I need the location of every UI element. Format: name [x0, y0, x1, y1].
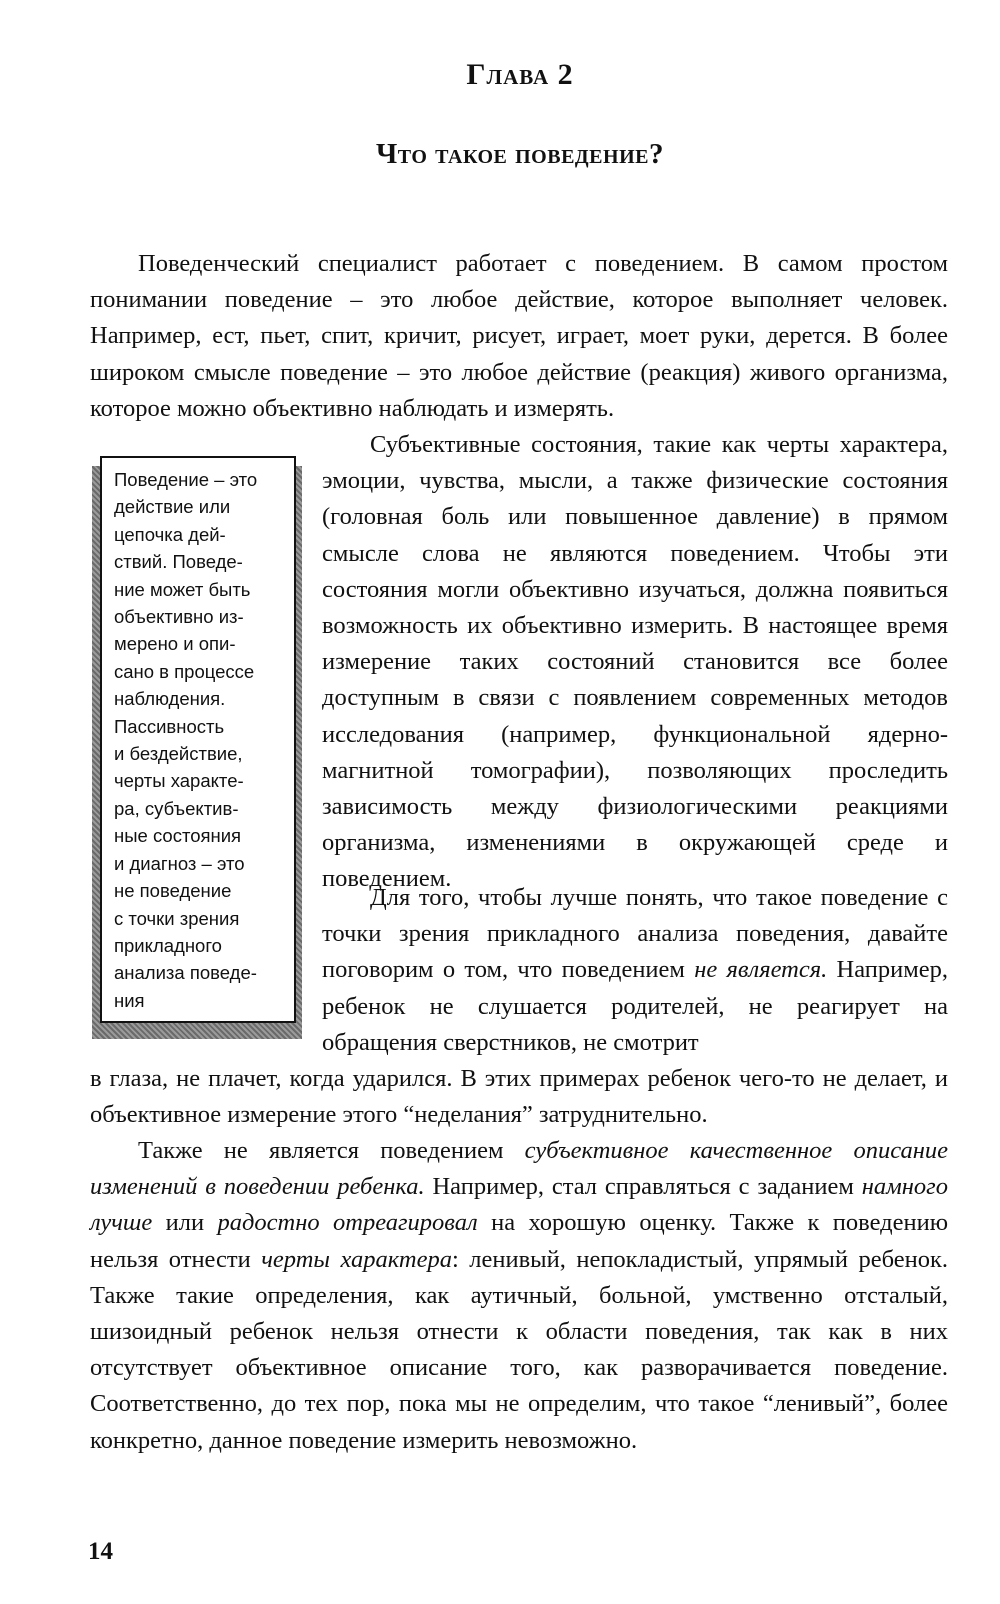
callout-line: сано в процессе — [114, 660, 255, 682]
chapter-label: Глава 2 — [466, 58, 574, 91]
callout-line: ные состояния — [114, 825, 242, 847]
callout-line: анализа поведе- — [114, 962, 257, 984]
paragraph-3-continuation: в глаза, не плачет, когда ударился. В этих примерах ребенок чего-то не делает, и объективное измерение этого “неделания” затруднительно. — [90, 1065, 948, 1129]
paragraph-4 — [90, 1133, 948, 1459]
paragraph-4-text: : ленивый, непокладистый, упрямый ребенок. Также такие определения, как аутичный, больной, умственно отсталый, шизоидный ребенок нельзя отнести к области поведения, так как в них отсутствует объективное описание того, как разворачивается поведение. Соответственно, до тех пор, пока мы не определим, что такое “ленивый”, более конкретно, данное поведение измерить невозможно. — [90, 1245, 948, 1454]
callout-box — [100, 456, 296, 1023]
paragraph-4-text: Например, стал справляться с заданием — [424, 1173, 862, 1201]
callout-line: прикладного — [114, 934, 222, 956]
callout-line: ра, субъектив- — [114, 797, 239, 819]
callout-line: объективно из- — [114, 606, 244, 628]
callout-line: не поведение — [114, 880, 232, 902]
paragraph-2: Субъективные состояния, такие как черты характера, эмоции, чувства, мысли, а также физические состояния (головная боль или повышенное давление) в прямом смысле слова не являются поведением. Чтобы эти состояния могли объективно изучаться, должна появиться возможность их объективно измерить. В настоящее время измерение таких состояний становится все более доступным в связи с появлением современных методов исследования (например, функциональной ядерно-магнитной томографии), позволяющих проследить зависимость между физиологическими реакциями организма, изменениями в окружающей среде и поведением. — [322, 431, 948, 893]
callout-line: ния — [114, 989, 145, 1011]
paragraph-4-text: или — [152, 1209, 218, 1237]
paragraph-4-emphasis: черты характера — [261, 1245, 452, 1273]
callout-line: с точки зрения — [114, 907, 240, 929]
callout-line: Поведение – это — [114, 469, 258, 490]
paragraph-3-text: Например, ребенок не слушается родителей, не реагирует на обращения сверстников, не смотрит — [322, 956, 948, 1056]
callout-line: действие или — [114, 496, 231, 518]
paragraph-3-emphasis: не является. — [694, 956, 828, 984]
callout-line: мерено и опи- — [114, 633, 236, 655]
paragraph-1: Поведенческий специалист работает с поведением. В самом простом понимании поведение – это любое действие, которое выполняет человек. Например, ест, пьет, спит, кричит, рисует, играет, моет руки, дерется. В более широком смысле поведение – это любое действие (реакция) живого организма, которое можно объективно наблюдать и измерять. — [90, 250, 948, 422]
paragraph-4-emphasis: намного лучше — [90, 1173, 948, 1237]
callout-line: Пассивность — [114, 715, 225, 737]
paragraph-4-emphasis: радостно отреагировал — [217, 1209, 478, 1237]
paragraph-4-text: Также не является поведением — [138, 1137, 525, 1164]
paragraph-3-text: Для того, чтобы лучше понять, что такое поведение с точки зрения прикладного анализа поведения, давайте поговорим о том, что поведением — [322, 884, 948, 984]
chapter-title: Что такое поведение? — [376, 138, 664, 170]
page-number: 14 — [88, 1538, 113, 1565]
callout-line: наблюдения. — [114, 688, 226, 710]
callout-line: ние может быть — [114, 578, 251, 600]
callout-line: и бездействие, — [114, 743, 243, 765]
callout-line: цепочка дей- — [114, 523, 226, 545]
paragraph-4-emphasis: субъективное качественное описание изменений в поведении ребенка. — [90, 1137, 948, 1201]
callout-line: ствий. Поведе- — [114, 551, 243, 573]
callout-line: черты характе- — [114, 770, 244, 792]
paragraph-4-text: на хорошую оценку. Также к поведению нельзя отнести — [90, 1209, 949, 1273]
callout-line: и диагноз – это — [114, 852, 245, 874]
paragraph-3 — [322, 880, 948, 1061]
